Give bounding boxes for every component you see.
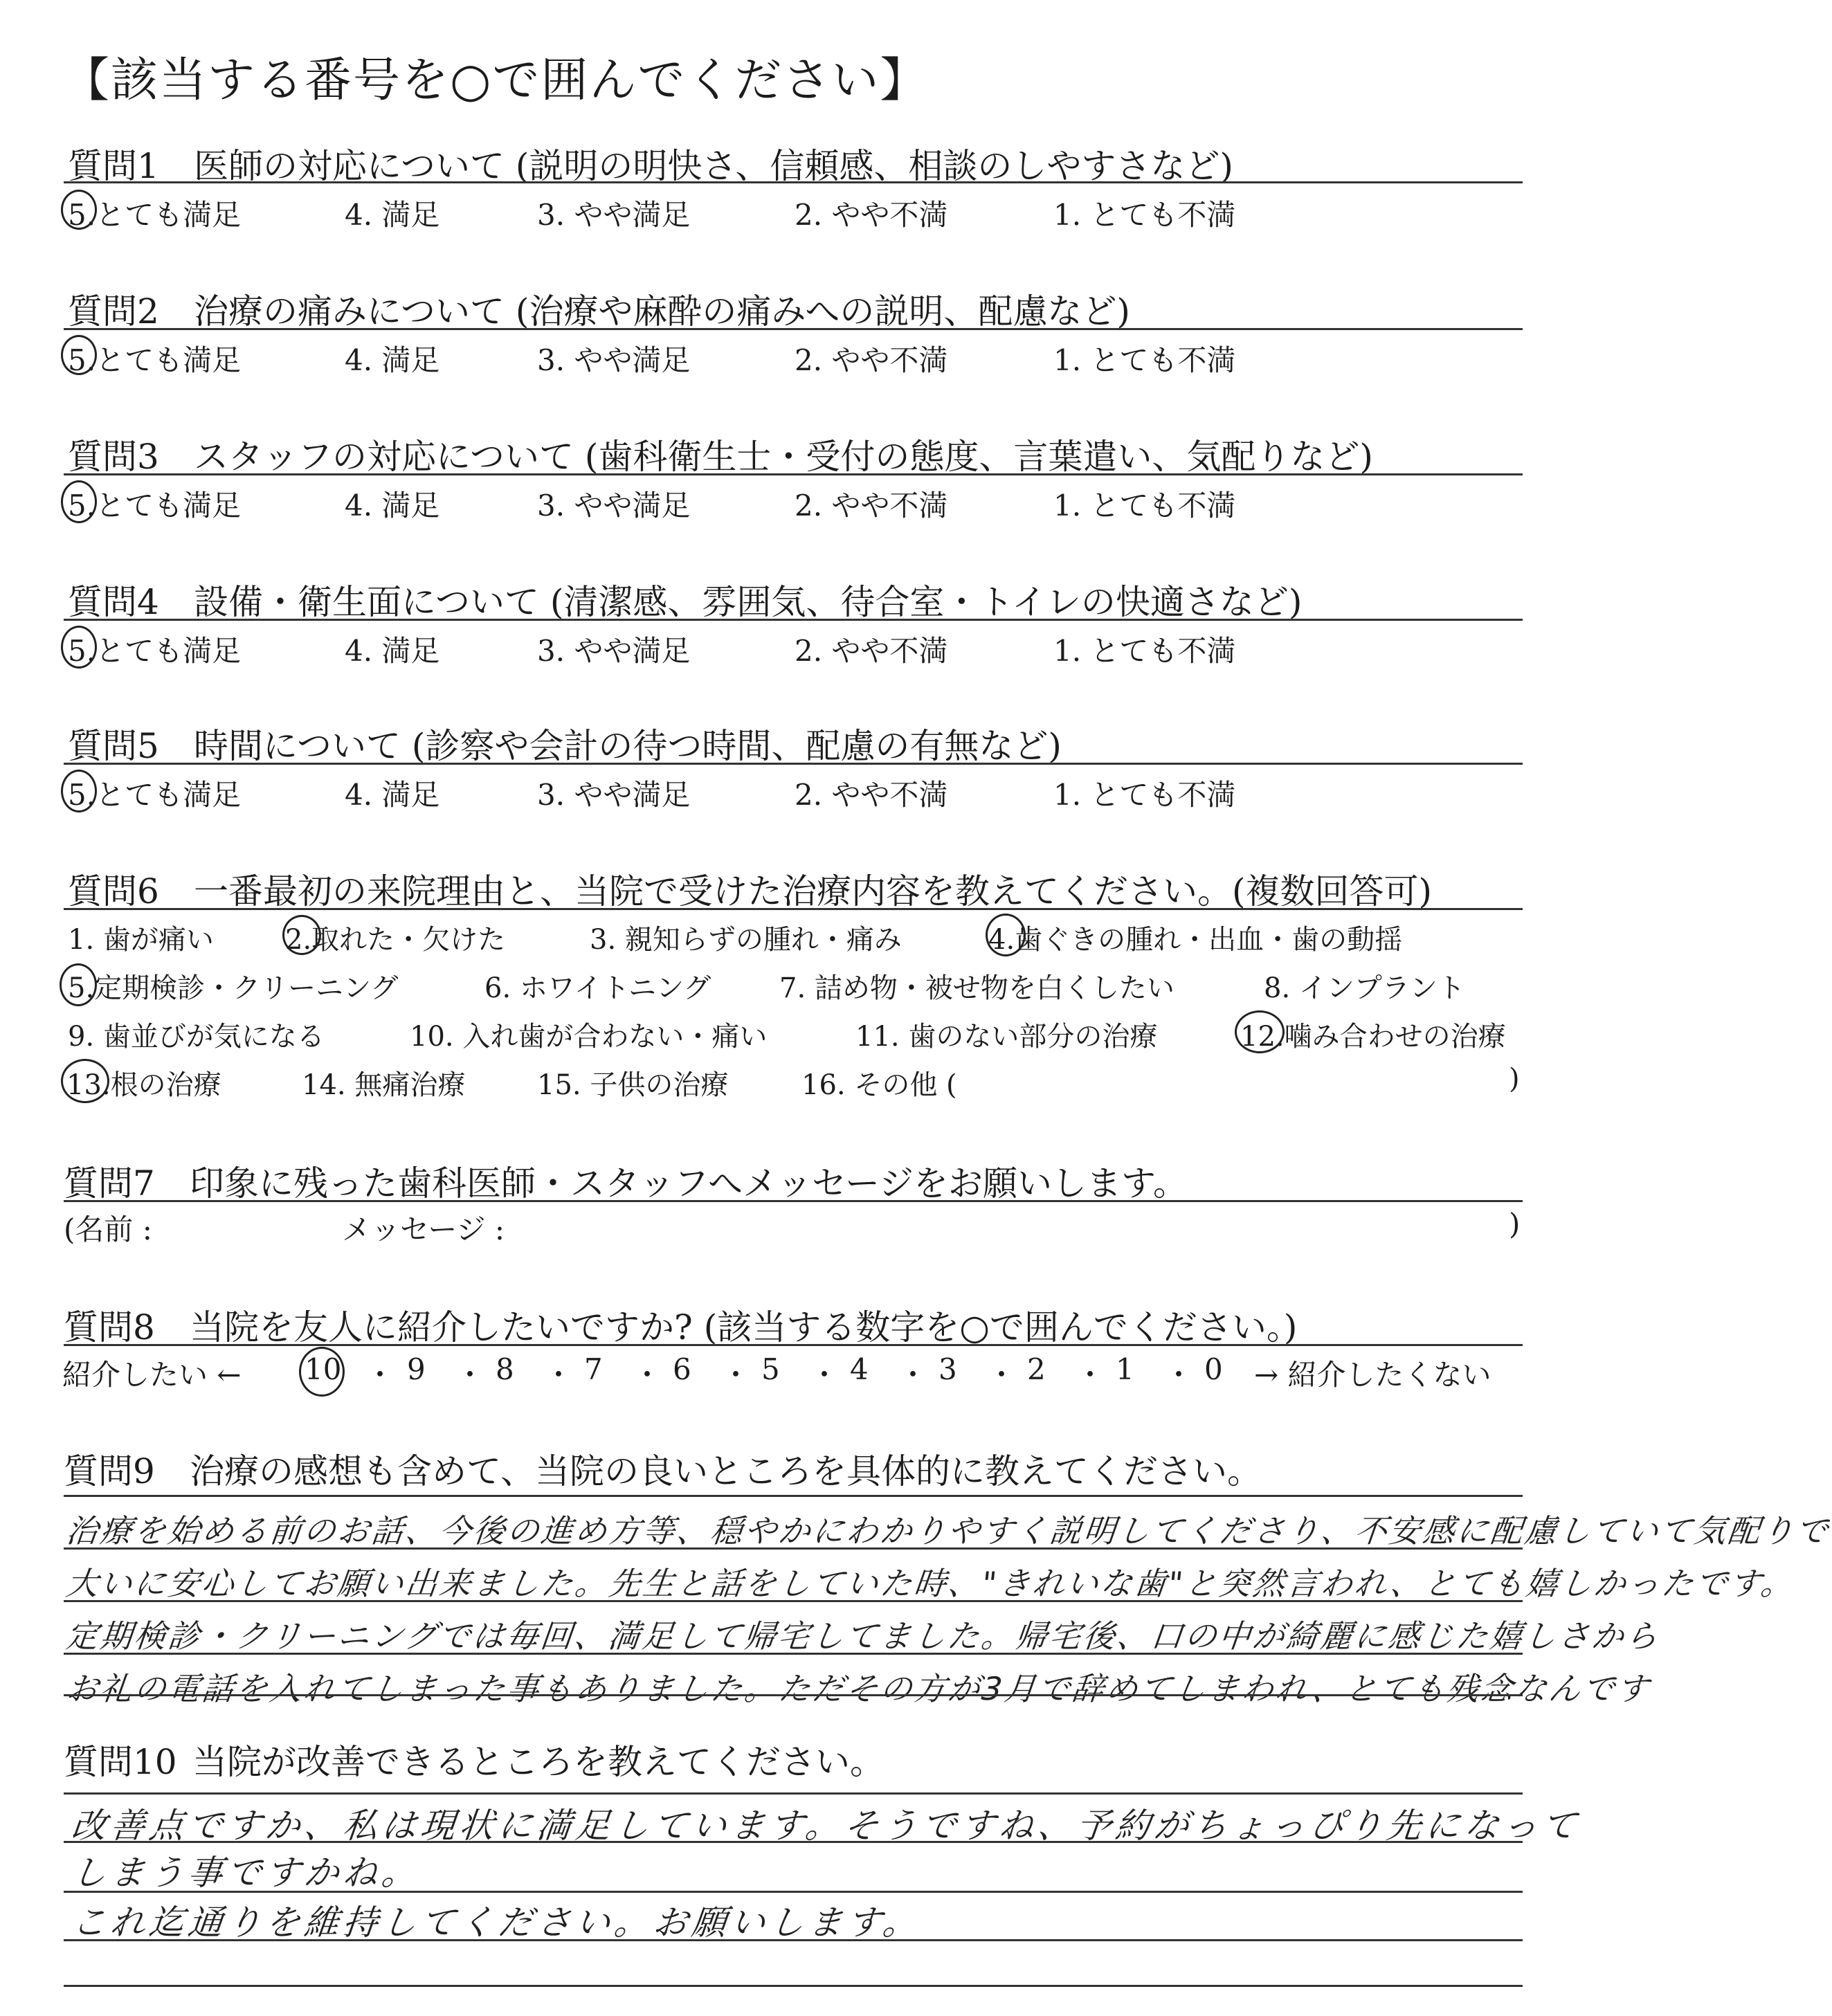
answer-line — [64, 1841, 1523, 1843]
divider — [64, 328, 1523, 330]
selection-circle — [60, 963, 97, 1006]
scale-8[interactable]: 8 — [496, 1352, 514, 1386]
question-text: 治療の痛みについて (治療や麻酔の痛みへの説明、配慮など) — [194, 291, 1130, 332]
question-text: 治療の感想も含めて、当院の良いところを具体的に教えてください。 — [190, 1451, 1262, 1491]
scale-5[interactable]: 5 — [761, 1352, 780, 1386]
scale-1[interactable]: 1 — [1116, 1352, 1134, 1386]
question-text: 時間について (診察や会計の待つ時間、配慮の有無など) — [194, 726, 1062, 766]
scale-separator: ・ — [721, 1358, 751, 1392]
divider — [64, 1344, 1523, 1346]
option-3[interactable]: 3. やや満足 — [537, 489, 691, 523]
choice-6[interactable]: 6. ホワイトニング — [484, 972, 711, 1004]
scale-separator: ・ — [810, 1358, 840, 1392]
divider — [64, 473, 1523, 475]
divider — [64, 619, 1523, 621]
answer-line — [64, 1653, 1523, 1655]
option-1[interactable]: 1. とても不満 — [1053, 343, 1236, 377]
option-3[interactable]: 3. やや満足 — [537, 198, 691, 232]
choice-15[interactable]: 15. 子供の治療 — [537, 1069, 729, 1101]
divider — [64, 1200, 1523, 1202]
scale-separator: ・ — [987, 1358, 1017, 1392]
close-paren: ) — [1509, 1207, 1521, 1241]
scale-7[interactable]: 7 — [584, 1352, 603, 1386]
scale-2[interactable]: 2 — [1027, 1352, 1046, 1386]
question-text: 当院を友人に紹介したいですか? (該当する数字を○で囲んでください。) — [190, 1307, 1298, 1347]
question-text: 一番最初の来院理由と、当院で受けた治療内容を教えてください。(複数回答可) — [194, 871, 1433, 911]
choice-2[interactable]: 2.取れた・欠けた — [285, 924, 506, 956]
handwritten-line: 大いに安心してお願い出来ました。先生と話をしていた時、"きれいな歯"と突然言われ、とても嬉しかったです。 — [64, 1565, 1797, 1602]
option-2[interactable]: 2. やや不満 — [795, 778, 948, 812]
handwritten-line: しまう事ですかね。 — [69, 1853, 423, 1893]
option-4[interactable]: 4. 満足 — [345, 634, 440, 668]
divider — [64, 1495, 1523, 1497]
question-label: 質問9 — [64, 1451, 155, 1491]
option-1[interactable]: 1. とても不満 — [1053, 489, 1236, 523]
handwritten-line: 治療を始める前のお話、今後の進め方等、穏やかにわかりやすく説明してくださり、不安感に配慮していて気配りで — [64, 1512, 1832, 1550]
choice-8[interactable]: 8. インプラント — [1264, 972, 1465, 1004]
question-label: 質問8 — [64, 1307, 155, 1347]
question-label: 質問1 — [68, 146, 159, 186]
option-2[interactable]: 2. やや不満 — [795, 343, 948, 377]
selection-circle — [61, 480, 97, 523]
selection-circle — [61, 770, 97, 812]
divider — [64, 763, 1523, 765]
divider — [64, 181, 1523, 183]
selection-circle — [61, 626, 97, 669]
question-text: 印象に残った歯科医師・スタッフへメッセージをお願いします。 — [190, 1163, 1188, 1204]
answer-line — [64, 1547, 1523, 1550]
selection-circle — [61, 335, 97, 375]
scale-9[interactable]: 9 — [407, 1352, 426, 1386]
question-label: 質問5 — [68, 726, 159, 766]
option-2[interactable]: 2. やや不満 — [795, 198, 948, 232]
scale-separator: ・ — [898, 1358, 928, 1392]
choice-12[interactable]: 12.噛み合わせの治療 — [1240, 1021, 1506, 1053]
selection-circle — [1235, 1010, 1285, 1053]
question-label: 質問7 — [64, 1163, 155, 1204]
handwritten-line: 改善点ですか、私は現状に満足しています。そうですね、予約がちょっぴり先になって — [69, 1806, 1583, 1846]
option-2[interactable]: 2. やや不満 — [795, 634, 948, 668]
scale-3[interactable]: 3 — [938, 1352, 957, 1386]
choice-10[interactable]: 10. 入れ歯が合わない・痛い — [410, 1021, 768, 1053]
question-label: 質問6 — [68, 871, 159, 911]
selection-circle — [986, 914, 1026, 956]
scale-separator: ・ — [1076, 1358, 1105, 1392]
question-text: 医師の対応について (説明の明快さ、信頼感、相談のしやすさなど) — [194, 146, 1233, 186]
question-label: 質問4 — [68, 582, 159, 622]
divider — [64, 1792, 1523, 1795]
option-3[interactable]: 3. やや満足 — [537, 778, 691, 812]
option-3[interactable]: 3. やや満足 — [537, 634, 691, 668]
option-1[interactable]: 1. とても不満 — [1053, 198, 1236, 232]
answer-line — [64, 1600, 1523, 1602]
option-5[interactable]: 5.とても満足 — [68, 634, 242, 668]
choice-4[interactable]: 4.歯ぐきの腫れ・出血・歯の動揺 — [988, 924, 1403, 956]
scale-left-label: 紹介したい ← — [62, 1358, 242, 1392]
selection-circle — [61, 190, 97, 230]
selection-circle — [61, 1059, 109, 1103]
scale-separator: ・ — [544, 1358, 574, 1392]
answer-line — [64, 1939, 1523, 1941]
scale-separator: ・ — [1164, 1358, 1194, 1392]
option-1[interactable]: 1. とても不満 — [1053, 778, 1236, 812]
scale-6[interactable]: 6 — [673, 1352, 691, 1386]
option-5[interactable]: 5.とても満足 — [68, 198, 242, 232]
close-paren: ) — [1509, 1063, 1520, 1095]
answer-line — [64, 1694, 1523, 1696]
scale-separator: ・ — [633, 1358, 662, 1392]
handwritten-line: お礼の電話を入れてしまった事もありました。ただその方が3月で辞めてしまわれ、とても残念なんです — [64, 1670, 1653, 1707]
answer-line — [64, 1985, 1523, 1987]
option-1[interactable]: 1. とても不満 — [1053, 634, 1236, 668]
question-text: 設備・衛生面について (清潔感、雰囲気、待合室・トイレの快適さなど) — [194, 582, 1303, 622]
scale-separator: ・ — [455, 1358, 485, 1392]
choice-1[interactable]: 1. 歯が痛い — [68, 924, 214, 956]
choice-9[interactable]: 9. 歯並びが気になる — [68, 1021, 325, 1053]
option-4[interactable]: 4. 満足 — [345, 489, 440, 523]
option-5[interactable]: 5.とても満足 — [68, 489, 242, 523]
option-3[interactable]: 3. やや満足 — [537, 343, 691, 377]
scale-0[interactable]: 0 — [1204, 1352, 1223, 1386]
choice-14[interactable]: 14. 無痛治療 — [302, 1069, 466, 1101]
choice-11[interactable]: 11. 歯のない部分の治療 — [855, 1021, 1158, 1053]
question-label: 質問3 — [68, 437, 159, 477]
choice-13[interactable]: 13.根の治療 — [66, 1069, 221, 1101]
scale-10[interactable]: 10 — [305, 1352, 342, 1386]
handwritten-line: 定期検診・クリーニングでは毎回、満足して帰宅してました。帰宅後、口の中が綺麗に感じた嬉しさから — [64, 1617, 1662, 1655]
question-text: スタッフの対応について (歯科衛生士・受付の態度、言葉遣い、気配りなど) — [194, 437, 1373, 477]
scale-4[interactable]: 4 — [850, 1352, 869, 1386]
question-label: 質問2 — [68, 291, 159, 332]
name-field-label: (名前 : — [64, 1213, 152, 1246]
selection-circle — [299, 1347, 345, 1397]
answer-line — [64, 1891, 1523, 1893]
choice-7[interactable]: 7. 詰め物・被せ物を白くしたい — [779, 972, 1175, 1004]
choice-5[interactable]: 5.定期検診・クリーニング — [68, 972, 399, 1004]
page-header: 【該当する番号を○で囲んでください】 — [62, 53, 929, 108]
option-4[interactable]: 4. 満足 — [345, 778, 440, 812]
choice-16[interactable]: 16. その他 ( — [801, 1069, 957, 1101]
scale-separator: ・ — [365, 1358, 395, 1392]
question-label: 質問10 — [64, 1742, 177, 1782]
choice-3[interactable]: 3. 親知らずの腫れ・痛み — [590, 924, 902, 956]
divider — [64, 908, 1523, 910]
option-4[interactable]: 4. 満足 — [345, 343, 440, 377]
scale-right-label: → 紹介したくない — [1254, 1358, 1491, 1392]
option-5[interactable]: 5.とても満足 — [68, 778, 242, 812]
handwritten-line: これ迄通りを維持してください。お願いします。 — [69, 1903, 924, 1943]
message-field-label: メッセージ : — [342, 1213, 505, 1246]
question-text: 当院が改善できるところを教えてください。 — [192, 1742, 885, 1782]
option-2[interactable]: 2. やや不満 — [795, 489, 948, 523]
option-5[interactable]: 5.とても満足 — [68, 343, 242, 377]
selection-circle — [282, 915, 321, 955]
option-4[interactable]: 4. 満足 — [345, 198, 440, 232]
